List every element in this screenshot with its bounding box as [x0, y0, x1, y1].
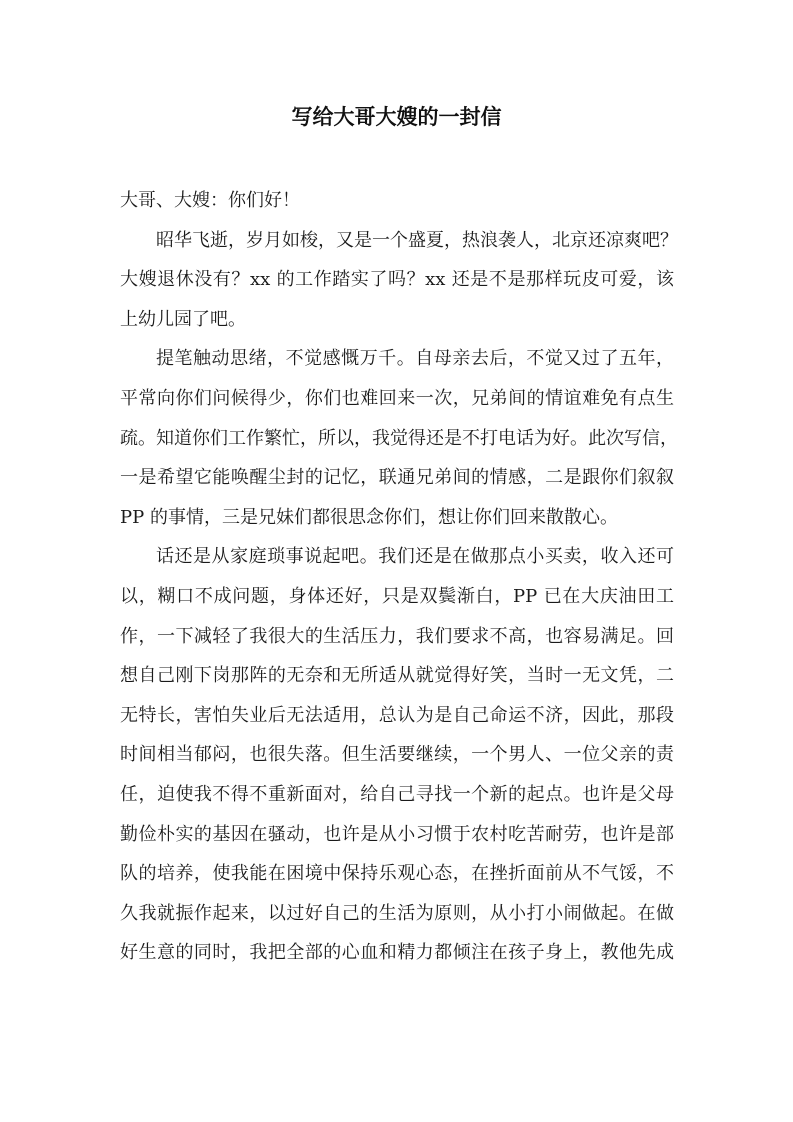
text-line: 昭华飞逝，岁月如梭，又是一个盛夏，热浪袭人，北京还凉爽吧？	[156, 229, 678, 251]
text-line: 作，一下减轻了我很大的生活压力，我们要求不高，也容易满足。回	[120, 625, 674, 647]
text-line: 话还是从家庭琐事说起吧。我们还是在做那点小买卖，收入还可	[156, 546, 674, 568]
text-line: 无特长，害怕失业后无法适用，总认为是自己命运不济，因此，那段	[120, 704, 674, 726]
paragraph-2	[120, 339, 678, 537]
text-line: 时间相当郁闷，也很失落。但生活要继续，一个男人、一位父亲的责	[120, 744, 674, 766]
text-line: 勤俭朴实的基因在骚动，也许是从小习惯于农村吃苦耐劳，也许是部	[120, 823, 674, 845]
letter-body	[120, 181, 678, 973]
text-line: 平常向你们问候得少，你们也难回来一次，兄弟间的情谊难免有点生	[120, 387, 674, 409]
text-line: 疏。知道你们工作繁忙，所以，我觉得还是不打电话为好。此次写信，	[120, 427, 678, 449]
document-title: 写给大哥大嫂的一封信	[291, 105, 502, 129]
text-line: 上幼儿园了吧。	[120, 308, 246, 330]
text-line: PP 的事情，三是兄妹们都很思念你们，想让你们回来散散心。	[120, 506, 618, 528]
text-line: 以，糊口不成问题，身体还好，只是双鬓渐白，PP 已在大庆油田工	[120, 585, 674, 607]
paragraph-3	[120, 537, 674, 973]
text-line: 提笔触动思绪，不觉感慨万千。自母亲去后，不觉又过了五年，	[156, 348, 674, 370]
text-line: 好生意的同时，我把全部的心血和精力都倾注在孩子身上，教他先成	[120, 942, 674, 964]
paragraph-1	[120, 221, 678, 340]
text-line: 大嫂退休没有？xx 的工作踏实了吗？xx 还是不是那样玩皮可爱，该	[120, 269, 674, 291]
text-line: 久我就振作起来，以过好自己的生活为原则，从小打小闹做起。在做	[120, 902, 674, 924]
text-line: 任，迫使我不得不重新面对，给自己寻找一个新的起点。也许是父母	[120, 783, 674, 805]
text-line: 一是希望它能唤醒尘封的记忆，联通兄弟间的情感，二是跟你们叙叙	[120, 467, 674, 489]
text-line: 想自己刚下岗那阵的无奈和无所适从就觉得好笑，当时一无文凭，二	[120, 665, 674, 687]
text-line: 队的培养，使我能在困境中保持乐观心态，在挫折面前从不气馁，不	[120, 863, 674, 885]
greeting-line: 大哥、大嫂：你们好！	[120, 190, 300, 211]
